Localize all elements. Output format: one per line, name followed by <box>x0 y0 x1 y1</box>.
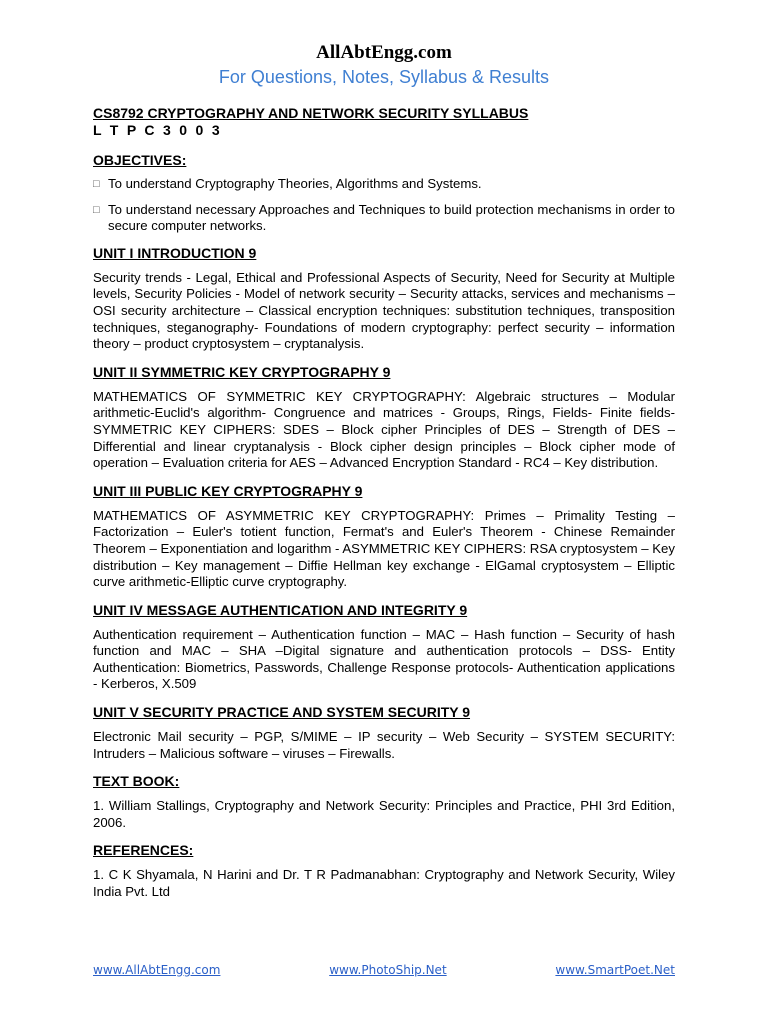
unit-3-heading: UNIT III PUBLIC KEY CRYPTOGRAPHY 9 <box>93 482 363 499</box>
unit-2-heading: UNIT II SYMMETRIC KEY CRYPTOGRAPHY 9 <box>93 363 391 380</box>
unit-4-heading: UNIT IV MESSAGE AUTHENTICATION AND INTEGRITY 9 <box>93 601 468 618</box>
footer-link-photoship[interactable]: www.PhotoShip.Net <box>329 963 447 977</box>
bullet-box-icon: □ <box>93 178 100 190</box>
objectives-heading: OBJECTIVES: <box>93 152 187 168</box>
textbook-heading: TEXT BOOK: <box>93 773 180 790</box>
unit-2-body: MATHEMATICS OF SYMMETRIC KEY CRYPTOGRAPHY: Algebraic structures – Modular arithmetic-Euclid's algorithm- Congruence and matrices - Groups, Rings, Fields- Finite fields- SYMMETRIC KEY CIPHERS: SDES – Block cipher Principles of DES – Strength of DES – Differential and linear cryptanalysis - Block cipher design principles – Block cipher mode of operation – Evaluation criteria for AES – Advanced Encryption Standard - RC4 – Key distribution. <box>93 388 675 471</box>
site-tagline: For Questions, Notes, Syllabus & Results <box>218 67 550 87</box>
ltpc-credits: L T P C 3 0 0 3 <box>93 122 222 138</box>
unit-5-heading: UNIT V SECURITY PRACTICE AND SYSTEM SECURITY 9 <box>93 704 471 721</box>
references-heading: REFERENCES: <box>93 842 194 859</box>
objective-text: To understand necessary Approaches and Techniques to build protection mechanisms in order to secure computer networks. <box>108 201 675 234</box>
footer-links <box>93 963 675 977</box>
objective-text: To understand Cryptography Theories, Algorithms and Systems. <box>108 176 482 191</box>
site-title: AllAbtEngg.com <box>316 42 452 63</box>
unit-1-body: Security trends - Legal, Ethical and Professional Aspects of Security, Need for Security at Multiple levels, Security Policies - Model of network security – Security attacks, services and mechanisms – OSI security architecture – Classical encryption techniques: substitution techniques, transposition techniques, steganography- Foundations of modern cryptography: perfect security – information theory – product cryptosystem – cryptanalysis. <box>93 269 675 352</box>
objective-item <box>93 176 675 193</box>
textbook-body: 1. William Stallings, Cryptography and Network Security: Principles and Practice, PHI 3rd Edition, 2006. <box>93 798 675 830</box>
references-body: 1. C K Shyamala, N Harini and Dr. T R Padmanabhan: Cryptography and Network Security, Wiley India Pvt. Ltd <box>93 867 675 900</box>
unit-1-heading: UNIT I INTRODUCTION 9 <box>93 244 257 261</box>
syllabus-page <box>93 42 675 901</box>
objective-item <box>93 202 675 235</box>
footer-link-allabtengg[interactable]: www.AllAbtEngg.com <box>93 963 221 977</box>
bullet-box-icon: □ <box>93 203 100 216</box>
unit-5-body: Electronic Mail security – PGP, S/MIME – IP security – Web Security – SYSTEM SECURITY: Intruders – Malicious software – viruses – Firewalls. <box>93 729 675 761</box>
unit-3-body: MATHEMATICS OF ASYMMETRIC KEY CRYPTOGRAPHY: Primes – Primality Testing – Factorization – Euler's totient function, Fermat's and Euler's Theorem - Chinese Remainder Theorem – Exponentiation and logarithm - ASYMMETRIC KEY CIPHERS: RSA cryptosystem – Key distribution – Key management – Diffie Hellman key exchange - ElGamal cryptosystem – Elliptic curve arithmetic-Elliptic curve cryptography. <box>93 507 675 590</box>
unit-4-body: Authentication requirement – Authentication function – MAC – Hash function – Security of hash function and MAC – SHA –Digital signature and authentication protocols – DSS- Entity Authentication: Biometrics, Passwords, Challenge Response protocols- Authentication applications - Kerberos, X.509 <box>93 626 675 692</box>
course-title: CS8792 CRYPTOGRAPHY AND NETWORK SECURITY SYLLABUS <box>93 105 529 121</box>
footer-link-smartpoet[interactable]: www.SmartPoet.Net <box>555 963 675 977</box>
